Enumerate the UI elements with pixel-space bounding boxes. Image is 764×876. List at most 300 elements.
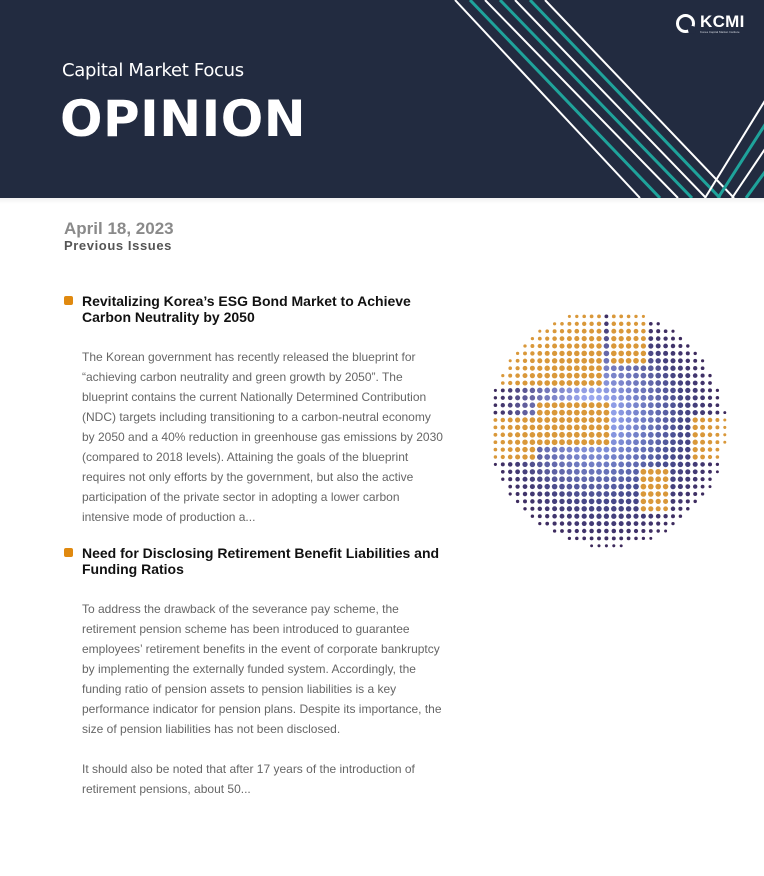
globe-dot bbox=[515, 410, 520, 415]
globe-dot bbox=[708, 447, 712, 451]
globe-dot bbox=[552, 469, 558, 475]
globe-dot bbox=[604, 380, 610, 386]
globe-dot bbox=[515, 454, 520, 459]
globe-dot bbox=[589, 358, 595, 364]
globe-dot bbox=[655, 439, 661, 445]
globe-dot bbox=[656, 344, 661, 349]
globe-dot bbox=[522, 402, 527, 407]
globe-dot bbox=[508, 447, 513, 452]
globe-dot bbox=[700, 381, 704, 385]
globe-dot bbox=[641, 432, 647, 438]
globe-dot bbox=[560, 336, 565, 341]
globe-dot bbox=[494, 403, 498, 407]
globe-dot bbox=[574, 469, 580, 475]
globe-dot bbox=[670, 417, 676, 423]
globe-dot bbox=[686, 359, 690, 363]
globe-dot bbox=[633, 351, 639, 357]
globe-dot bbox=[678, 358, 683, 363]
globe-dot bbox=[508, 403, 513, 408]
globe-dot bbox=[552, 417, 558, 423]
globe-dot bbox=[679, 337, 682, 340]
globe-dot bbox=[523, 373, 528, 378]
globe-dot bbox=[626, 447, 632, 453]
globe-dot bbox=[559, 491, 565, 497]
globe-dot bbox=[567, 469, 573, 475]
globe-dot bbox=[693, 477, 698, 482]
globe-dot bbox=[618, 417, 624, 423]
globe-dot bbox=[501, 410, 505, 414]
globe-dot bbox=[611, 410, 617, 416]
globe-dot bbox=[552, 395, 558, 401]
globe-dot bbox=[581, 410, 587, 416]
globe-dot bbox=[530, 439, 536, 445]
globe-dot bbox=[589, 373, 595, 379]
globe-dot bbox=[685, 432, 691, 438]
globe-dot bbox=[641, 410, 647, 416]
globe-dot bbox=[574, 454, 580, 460]
globe-dot bbox=[537, 373, 542, 378]
globe-dot bbox=[589, 506, 594, 511]
globe-dot bbox=[545, 358, 550, 363]
globe-dot bbox=[626, 322, 630, 326]
globe-dot bbox=[574, 402, 580, 408]
globe-dot bbox=[716, 396, 720, 400]
globe-dot bbox=[523, 351, 527, 355]
globe-dot bbox=[611, 484, 617, 490]
globe-dot bbox=[522, 469, 527, 474]
globe-dot bbox=[545, 522, 549, 526]
globe-dot bbox=[611, 462, 617, 468]
globe-dot bbox=[501, 470, 505, 474]
globe-dot bbox=[581, 351, 587, 357]
globe-dot bbox=[530, 402, 536, 408]
stripe-line bbox=[718, 70, 764, 198]
globe-dot bbox=[641, 506, 646, 511]
globe-dot bbox=[664, 522, 668, 526]
globe-dot bbox=[575, 529, 579, 533]
globe-dot bbox=[574, 439, 580, 445]
globe-dot bbox=[708, 440, 713, 445]
globe-dot bbox=[604, 388, 610, 394]
globe-dot bbox=[501, 425, 506, 430]
globe-dot bbox=[537, 432, 543, 438]
globe-dot bbox=[648, 425, 654, 431]
globe-dot bbox=[685, 447, 690, 452]
globe-dot bbox=[530, 447, 536, 453]
globe-dot bbox=[523, 477, 528, 482]
globe-dot bbox=[596, 351, 602, 357]
globe-dot bbox=[530, 410, 536, 416]
globe-dot bbox=[552, 499, 557, 504]
globe-dot bbox=[611, 447, 617, 453]
globe-dot bbox=[663, 425, 669, 431]
globe-dot bbox=[560, 529, 564, 533]
globe-dot bbox=[597, 521, 602, 526]
globe-dot bbox=[597, 322, 601, 326]
globe-dot bbox=[589, 462, 595, 468]
globe-dot bbox=[715, 440, 719, 444]
globe-dot bbox=[685, 402, 690, 407]
globe-dot bbox=[559, 343, 564, 348]
globe-dot bbox=[633, 469, 639, 475]
globe-dot bbox=[531, 515, 534, 518]
globe-dot bbox=[604, 484, 610, 490]
globe-dot bbox=[641, 373, 647, 379]
globe-dot bbox=[544, 439, 550, 445]
globe-dot bbox=[559, 454, 565, 460]
globe-dot bbox=[501, 462, 505, 466]
globe-dot bbox=[641, 439, 647, 445]
globe-dot bbox=[552, 373, 558, 379]
globe-dot bbox=[530, 344, 534, 348]
globe-dot bbox=[501, 478, 504, 481]
globe-dot bbox=[575, 537, 579, 541]
article-summary: To address the drawback of the severance pay scheme, the retirement pension scheme has been introduced to guarantee employees’ retirement benefits in the event of corporate bankruptcy by implementing the externally funded system. Accordingly, the funding ratio of pension assets to pension liabilities is a key performance indicator for pension plans. Despite its importance, the size of pension liabilities has not been disclosed. It should also be noted that after 17 years of the introduction of retirement pensions, about 50... bbox=[82, 602, 442, 796]
globe-dot bbox=[663, 514, 667, 518]
globe-dot bbox=[648, 380, 654, 386]
globe-dot bbox=[559, 395, 565, 401]
globe-dot bbox=[708, 374, 711, 377]
globe-dot bbox=[649, 329, 653, 333]
globe-dot bbox=[611, 402, 617, 408]
globe-dot bbox=[641, 514, 646, 519]
globe-dot bbox=[626, 410, 632, 416]
globe-dot bbox=[567, 395, 573, 401]
globe-dot bbox=[648, 439, 654, 445]
globe-dot bbox=[685, 425, 691, 431]
globe-dot bbox=[633, 491, 639, 497]
globe-dot bbox=[522, 380, 527, 385]
globe-dot bbox=[544, 373, 550, 379]
globe-dot bbox=[530, 484, 535, 489]
globe-dot bbox=[708, 381, 712, 385]
globe-dot bbox=[597, 315, 601, 319]
globe-dot bbox=[633, 388, 639, 394]
globe-dot bbox=[715, 433, 719, 437]
stripe-line bbox=[470, 0, 660, 198]
globe-dot bbox=[581, 476, 587, 482]
globe-dot bbox=[655, 425, 661, 431]
globe-dot bbox=[655, 417, 661, 423]
globe-dot bbox=[574, 476, 580, 482]
globe-dot bbox=[633, 395, 639, 401]
globe-dot bbox=[508, 410, 513, 415]
globe-dot bbox=[596, 402, 602, 408]
globe-dot bbox=[663, 373, 669, 379]
globe-dot bbox=[611, 365, 617, 371]
globe-dot bbox=[648, 514, 653, 519]
globe-dot bbox=[596, 395, 602, 401]
globe-dot bbox=[537, 476, 542, 481]
globe-dot bbox=[641, 351, 646, 356]
globe-dot bbox=[626, 373, 632, 379]
globe-dot bbox=[559, 439, 565, 445]
globe-dot bbox=[501, 418, 505, 422]
globe-dot bbox=[663, 344, 668, 349]
globe-dot bbox=[715, 418, 719, 422]
globe-dot bbox=[618, 439, 624, 445]
globe-dot bbox=[596, 380, 602, 386]
globe-dot bbox=[559, 417, 565, 423]
globe-dot bbox=[618, 469, 624, 475]
globe-dot bbox=[633, 439, 639, 445]
globe-dot bbox=[626, 514, 631, 519]
globe-dot bbox=[522, 454, 527, 459]
globe-dot bbox=[581, 388, 587, 394]
globe-dot bbox=[663, 439, 669, 445]
globe-dot bbox=[678, 402, 684, 408]
globe-dot bbox=[626, 462, 632, 468]
globe-dot bbox=[671, 522, 674, 525]
globe-dot bbox=[611, 395, 617, 401]
globe-dot bbox=[567, 336, 572, 341]
globe-dot bbox=[648, 358, 654, 364]
globe-dot bbox=[545, 506, 550, 511]
globe-dot bbox=[494, 455, 497, 458]
globe-dot bbox=[589, 499, 595, 505]
globe-dot bbox=[641, 491, 647, 497]
globe-dot bbox=[589, 425, 595, 431]
globe-dot bbox=[596, 454, 602, 460]
globe-dot bbox=[567, 462, 573, 468]
globe-dot bbox=[581, 484, 587, 490]
globe-dot bbox=[612, 536, 616, 540]
globe-dot bbox=[641, 484, 647, 490]
globe-dot bbox=[633, 336, 638, 341]
globe-dot bbox=[626, 476, 632, 482]
globe-dot bbox=[627, 315, 631, 319]
article-title[interactable]: Revitalizing Korea’s ESG Bond Market to Achieve Carbon Neutrality by 2050 bbox=[82, 293, 411, 325]
globe-dot bbox=[553, 522, 557, 526]
globe-dot bbox=[582, 521, 587, 526]
globe-dot bbox=[544, 410, 550, 416]
globe-dot bbox=[648, 432, 654, 438]
globe-dot bbox=[671, 351, 676, 356]
globe-dot bbox=[567, 447, 573, 453]
globe-dot bbox=[522, 425, 527, 430]
globe-dot bbox=[678, 425, 684, 431]
globe-dot bbox=[567, 410, 573, 416]
globe-dot bbox=[648, 365, 654, 371]
globe-dot bbox=[708, 433, 713, 438]
globe-dot bbox=[678, 439, 684, 445]
globe-dot bbox=[611, 491, 617, 497]
globe-dot bbox=[559, 402, 565, 408]
globe-dot bbox=[685, 462, 690, 467]
globe-dot bbox=[494, 389, 497, 392]
globe-dot bbox=[657, 322, 660, 325]
globe-dot bbox=[678, 410, 684, 416]
globe-dot bbox=[596, 476, 602, 482]
globe-dot bbox=[670, 484, 675, 489]
globe-dot bbox=[581, 432, 587, 438]
globe-dot bbox=[618, 410, 624, 416]
globe-dot bbox=[618, 432, 624, 438]
globe-dot bbox=[552, 447, 558, 453]
globe-dot bbox=[537, 499, 542, 504]
globe-dot bbox=[716, 470, 719, 473]
globe-dot bbox=[589, 447, 595, 453]
globe-dot bbox=[560, 322, 564, 326]
globe-dot bbox=[619, 315, 623, 319]
globe-dot bbox=[604, 410, 610, 416]
previous-issues-link[interactable]: Previous Issues bbox=[64, 238, 172, 253]
globe-dot bbox=[663, 491, 668, 496]
globe-dot bbox=[509, 492, 512, 495]
globe-dot bbox=[627, 537, 631, 541]
globe-dot bbox=[559, 373, 565, 379]
globe-dot bbox=[633, 343, 638, 348]
globe-dot bbox=[515, 469, 520, 474]
globe-dot bbox=[508, 440, 513, 445]
globe-dot bbox=[582, 329, 587, 334]
globe-dot bbox=[626, 432, 632, 438]
globe-dot bbox=[508, 388, 513, 393]
globe-dot bbox=[641, 336, 646, 341]
globe-dot bbox=[626, 365, 632, 371]
globe-dot bbox=[678, 477, 683, 482]
globe-dot bbox=[656, 506, 661, 511]
globe-dot bbox=[648, 469, 654, 475]
globe-dot bbox=[508, 470, 512, 474]
globe-dot bbox=[508, 374, 512, 378]
globe-dot bbox=[597, 544, 600, 547]
globe-dot bbox=[715, 425, 719, 429]
globe-dot bbox=[685, 484, 690, 489]
globe-dot bbox=[611, 499, 617, 505]
globe-dot bbox=[693, 425, 698, 430]
globe-dot bbox=[597, 536, 601, 540]
globe-dot bbox=[655, 373, 661, 379]
globe-dot bbox=[604, 506, 610, 512]
globe-dot bbox=[604, 439, 610, 445]
globe-dot bbox=[581, 343, 586, 348]
globe-dot bbox=[633, 380, 639, 386]
kcmi-logo[interactable] bbox=[676, 12, 745, 34]
globe-dot bbox=[552, 514, 557, 519]
globe-dot bbox=[626, 484, 632, 490]
globe-dot bbox=[516, 492, 520, 496]
globe-dot bbox=[611, 343, 616, 348]
globe-dot bbox=[574, 462, 580, 468]
globe-dot bbox=[618, 365, 624, 371]
globe-dot bbox=[618, 506, 623, 511]
globe-dot bbox=[685, 410, 690, 415]
globe-dot bbox=[589, 417, 595, 423]
globe-dot bbox=[559, 506, 564, 511]
article-title[interactable]: Need for Disclosing Retirement Benefit Liabilities and Funding Ratios bbox=[82, 545, 440, 577]
globe-dot bbox=[641, 365, 647, 371]
globe-dot bbox=[671, 499, 676, 504]
globe-dot bbox=[538, 507, 542, 511]
globe-dot bbox=[678, 432, 684, 438]
globe-dot bbox=[641, 417, 647, 423]
globe-dot bbox=[581, 417, 587, 423]
globe-dot bbox=[678, 454, 684, 460]
globe-dot bbox=[633, 358, 639, 364]
globe-dot bbox=[626, 351, 632, 357]
globe-dot bbox=[663, 380, 669, 386]
globe-dot bbox=[611, 476, 617, 482]
globe-dot bbox=[641, 447, 647, 453]
globe-dot bbox=[708, 477, 711, 480]
globe-dot bbox=[523, 359, 527, 363]
globe-dot bbox=[678, 344, 682, 348]
globe-dot bbox=[559, 447, 565, 453]
globe-dot bbox=[641, 521, 646, 526]
globe-dot bbox=[582, 529, 586, 533]
globe-dot bbox=[538, 514, 542, 518]
globe-dot bbox=[663, 395, 669, 401]
globe-dot bbox=[685, 366, 690, 371]
globe-dot bbox=[618, 351, 624, 357]
globe-dot bbox=[626, 336, 631, 341]
globe-dot bbox=[678, 380, 683, 385]
globe-dot bbox=[670, 439, 676, 445]
globe-dot bbox=[678, 462, 684, 468]
globe-dot bbox=[700, 403, 705, 408]
globe-dot bbox=[670, 358, 675, 363]
globe-dot bbox=[582, 537, 586, 541]
globe-dot bbox=[596, 432, 602, 438]
globe-dot bbox=[530, 351, 534, 355]
globe-dot bbox=[648, 447, 654, 453]
globe-dot bbox=[581, 358, 587, 364]
globe-dot bbox=[655, 358, 660, 363]
globe-dot bbox=[515, 381, 520, 386]
globe-dot bbox=[552, 365, 558, 371]
globe-dot bbox=[633, 373, 639, 379]
globe-dot bbox=[618, 380, 624, 386]
globe-dot bbox=[596, 506, 602, 512]
globe-dot bbox=[552, 388, 558, 394]
globe-dot bbox=[633, 447, 639, 453]
globe-dot bbox=[641, 499, 647, 505]
globe-dot bbox=[574, 491, 580, 497]
globe-dot bbox=[604, 529, 609, 534]
globe-dot bbox=[567, 506, 572, 511]
globe-dot bbox=[663, 506, 668, 511]
globe-dot bbox=[641, 476, 647, 482]
square-bullet-icon bbox=[64, 296, 73, 305]
globe-dot bbox=[633, 514, 638, 519]
page-title: OPINION bbox=[60, 90, 307, 148]
globe-dot bbox=[589, 395, 595, 401]
globe-dot bbox=[509, 359, 512, 362]
globe-dot bbox=[693, 492, 697, 496]
globe-dot bbox=[589, 380, 595, 386]
globe-dot bbox=[693, 410, 698, 415]
globe-dot bbox=[611, 329, 616, 334]
globe-dot bbox=[634, 521, 639, 526]
globe-dot bbox=[545, 499, 550, 504]
globe-dot bbox=[693, 417, 698, 422]
globe-dot bbox=[642, 537, 645, 540]
globe-dot bbox=[494, 448, 498, 452]
globe-dot bbox=[619, 336, 624, 341]
globe-dot bbox=[515, 403, 520, 408]
globe-dot bbox=[537, 395, 543, 401]
globe-dot bbox=[574, 351, 580, 357]
globe-dot bbox=[596, 365, 602, 371]
globe-dot bbox=[693, 432, 698, 437]
series-subtitle: Capital Market Focus bbox=[62, 60, 244, 81]
globe-dot bbox=[723, 441, 726, 444]
globe-dot bbox=[582, 514, 587, 519]
globe-dot bbox=[531, 337, 534, 340]
globe-dot bbox=[530, 395, 536, 401]
globe-dot bbox=[559, 425, 565, 431]
